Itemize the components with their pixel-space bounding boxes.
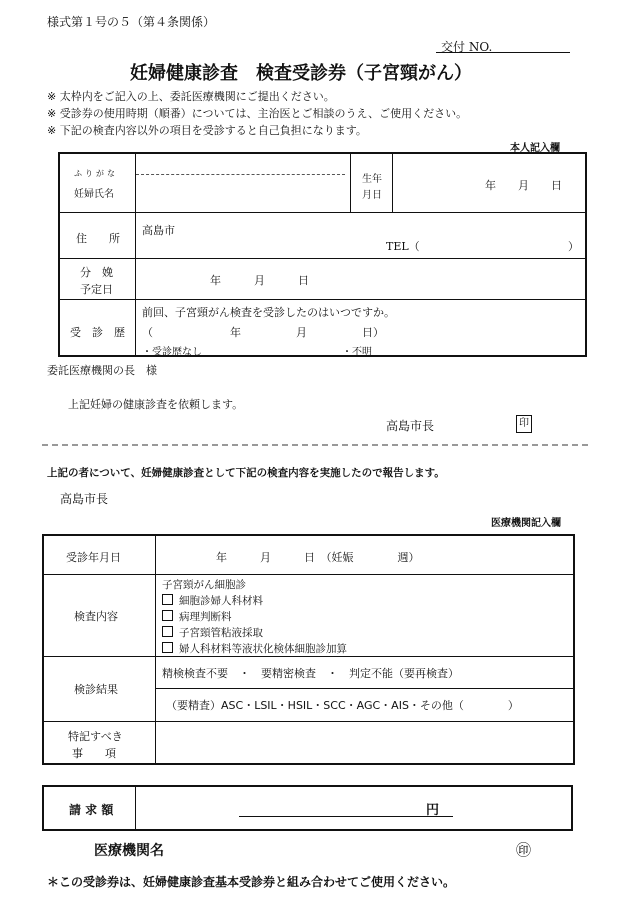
note-2: ※ 受診券の使用時期（順番）については、主治医とご相談のうえ、ご使用ください。 bbox=[47, 107, 468, 120]
exam-item[interactable]: 婦人科材料等液状化検体細胞診加算 bbox=[162, 641, 347, 656]
history-unknown-option[interactable]: ・不明 bbox=[342, 347, 372, 358]
due-label-1: 分 娩 bbox=[80, 266, 113, 279]
history-none-option[interactable]: ・受診歴なし bbox=[142, 347, 202, 358]
result-options[interactable]: 精検検査不要 ・ 要精密検査 ・ 判定不能（要再検査） bbox=[162, 667, 459, 680]
institution-label: 医療機関名 bbox=[94, 843, 164, 859]
footer-note: ＊この受診券は、妊婦健康診査基本受診券と組み合わせてご使用ください。 bbox=[47, 875, 456, 889]
remarks-label-2: 事 項 bbox=[72, 747, 116, 760]
birth-label-1: 生年 bbox=[362, 174, 382, 185]
exam-item[interactable]: 細胞診婦人科材料 bbox=[162, 593, 263, 608]
history-question: 前回、子宮頸がん検査を受診したのはいつですか。 bbox=[142, 306, 395, 319]
name-label: 妊婦氏名 bbox=[74, 189, 114, 200]
person-info-box bbox=[58, 152, 587, 357]
exam-title: 子宮頸がん細胞診 bbox=[162, 579, 246, 591]
history-label: 受 診 歴 bbox=[70, 326, 125, 339]
request-text: 上記妊婦の健康診査を依頼します。 bbox=[68, 398, 244, 411]
result-label: 検診結果 bbox=[74, 683, 118, 696]
result-detail[interactable]: （要精査）ASC・LSIL・HSIL・SCC・AGC・AIS・その他（ ） bbox=[166, 699, 519, 712]
request-mayor: 高島市長 bbox=[386, 419, 435, 433]
billing-label: 請 求 額 bbox=[69, 803, 114, 817]
note-1: ※ 太枠内をご記入の上、委託医療機関にご提出ください。 bbox=[47, 90, 335, 103]
billing-unit: 円 bbox=[426, 803, 440, 818]
person-section-heading: 本人記入欄 bbox=[510, 143, 560, 154]
history-date-field[interactable]: （ 年 月 日） bbox=[142, 326, 384, 339]
report-mayor: 高島市長 bbox=[60, 492, 109, 506]
address-label: 住 所 bbox=[76, 232, 120, 245]
request-addressee: 委託医療機関の長 様 bbox=[47, 364, 157, 377]
exam-item[interactable]: 子宮頸管粘液採取 bbox=[162, 625, 263, 640]
address-city[interactable]: 高島市 bbox=[142, 224, 175, 237]
issue-no-label: 交付 NO. bbox=[441, 40, 493, 54]
due-date-field[interactable]: 年 月 日 bbox=[210, 274, 309, 287]
exam-date-field[interactable]: 年 月 日 （妊娠 週） bbox=[216, 551, 420, 564]
exam-date-label: 受診年月日 bbox=[66, 551, 121, 564]
checkbox-icon[interactable] bbox=[162, 642, 173, 653]
remarks-field[interactable] bbox=[159, 724, 569, 762]
checkbox-icon[interactable] bbox=[162, 610, 173, 621]
remarks-label-1: 特記すべき bbox=[68, 730, 123, 743]
note-3: ※ 下記の検査内容以外の項目を受診すると自己負担になります。 bbox=[47, 124, 367, 137]
billing-box bbox=[42, 785, 573, 831]
due-label-2: 予定日 bbox=[80, 283, 113, 296]
birth-date-field[interactable]: 年 月 日 bbox=[485, 179, 562, 192]
tel-close: ） bbox=[568, 240, 579, 253]
cut-line bbox=[42, 444, 588, 446]
exam-content-label: 検査内容 bbox=[74, 610, 118, 623]
billing-amount-field[interactable] bbox=[239, 816, 453, 817]
checkbox-icon[interactable] bbox=[162, 626, 173, 637]
birth-label-2: 月日 bbox=[362, 190, 382, 201]
exam-item[interactable]: 病理判断料 bbox=[162, 609, 232, 624]
request-seal-icon: 印 bbox=[516, 415, 532, 433]
checkbox-icon[interactable] bbox=[162, 594, 173, 605]
report-intro: 上記の者について、妊婦健康診査として下記の検査内容を実施したので報告します。 bbox=[47, 467, 445, 479]
report-heading: 医療機関記入欄 bbox=[491, 518, 561, 529]
furigana-label: ふりがな bbox=[74, 169, 118, 178]
page-title: 妊婦健康診査 検査受診券（子宮頸がん） bbox=[130, 63, 472, 84]
name-field[interactable] bbox=[138, 178, 348, 208]
medical-report-table bbox=[42, 534, 575, 765]
form-number: 様式第１号の５（第４条関係） bbox=[47, 15, 216, 29]
issue-no-underline bbox=[436, 52, 570, 53]
institution-seal-icon: ㊞ bbox=[516, 841, 532, 859]
tel-label: TEL（ bbox=[386, 240, 420, 253]
